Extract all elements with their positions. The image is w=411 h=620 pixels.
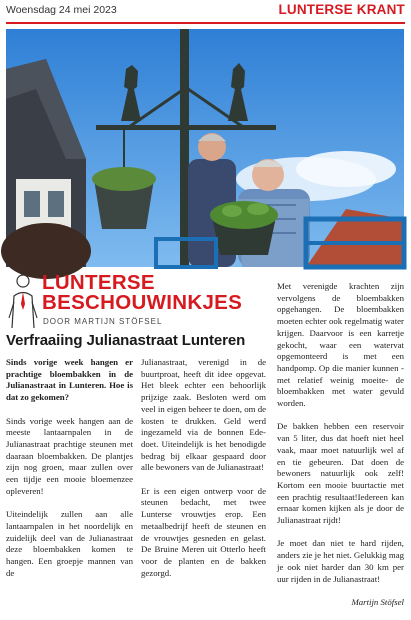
newspaper-brand: LUNTERSE KRANT bbox=[278, 2, 405, 17]
issue-date: Woensdag 24 mei 2023 bbox=[6, 4, 117, 16]
header-divider bbox=[6, 22, 405, 24]
article-photo bbox=[6, 29, 404, 267]
page-header bbox=[0, 0, 411, 22]
author-signature: Martijn Stöfsel bbox=[351, 596, 404, 607]
article-lead: Sinds vorige week hangen er prachtige bloembakken in de Julianastraat in Lunteren. Hoe is dat zo gekomen? bbox=[6, 357, 133, 403]
article-column-2 bbox=[141, 357, 266, 591]
article-column-1 bbox=[6, 357, 133, 591]
column-title-line1: LUNTERSE bbox=[42, 271, 155, 294]
paragraph: Julianastraat, verenigd in de buurtproat, heeft dit idee opgevat. Het bleek echter een behoorlijk prijzige zaak. Besloten werd om veel in eigen beheer te doen, om de kosten te drukken. Geld werd ingezameld via de bonnen Ede-doet. Uiteindelijk is het benodigde bedrag bij elkaar gespaard door alle bewoners van de Julianastraat! bbox=[141, 357, 266, 473]
column-byline: DOOR MARTIJN STÖFSEL bbox=[43, 317, 163, 326]
article-headline: Verfraaiing Julianastraat Lunteren bbox=[6, 332, 246, 349]
paragraph: Je moet dan niet te hard rijden, anders zie je het niet. Gelukkig mag je ook niet harder dan 30 km per uur rijden in de Julianastraat! bbox=[277, 538, 404, 584]
column-title-line2: BESCHOUWINKJES bbox=[42, 291, 243, 314]
paragraph: Er is een eigen ontwerp voor de steunen bedacht, met twee Lunterse vrouwtjes erop. Een metaalbedrijf heeft de steunen en de vrouwtjes gesneden en gelast. De Bruine Meren uit Otterlo heeft voor de planten en de bakken gezorgd. bbox=[141, 485, 266, 578]
paragraph: Met verenigde krachten zijn vervolgens de bloembakken opgehangen. De bloembakken moeten echter ook regelmatig water krijgen. Daarvoor is een karretje gekocht, waar een watervat opgemonteerd is met een handpomp. Op die manier kunnen -met relatief weinig moeite- de bloembakken met water gevuld worden. bbox=[277, 281, 404, 409]
columnist-sketch-icon bbox=[6, 272, 40, 330]
paragraph: Uiteindelijk zullen aan alle lantaarnpalen in het noordelijk en zuidelijk deel van de Julianastraat deze bloembakken komen te hangen. Een groepje mannen van de bbox=[6, 509, 133, 578]
paragraph: Sinds vorige week hangen aan de meeste lantaarnpalen in de Julianastraat prachtige steunen met daaraan bloembakken. De plantjes zijn nog groen, maar zullen over een tijdje een mooie bloemenzee opleveren! bbox=[6, 415, 133, 496]
column-title bbox=[42, 273, 242, 313]
paragraph: De bakken hebben een reservoir van 5 liter, dus dat hoeft niet heel vaak, maar moet natuurlijk wel af en tie gebeuren. Dat doen de bewoners natuurlijk ook zelf! Kortom een mooie buurtactie met een prachtig resultaat!Iedereen kan ernaar komen kijken als je door de Julianastraat rijdt! bbox=[277, 421, 404, 526]
article-column-3 bbox=[277, 281, 404, 620]
